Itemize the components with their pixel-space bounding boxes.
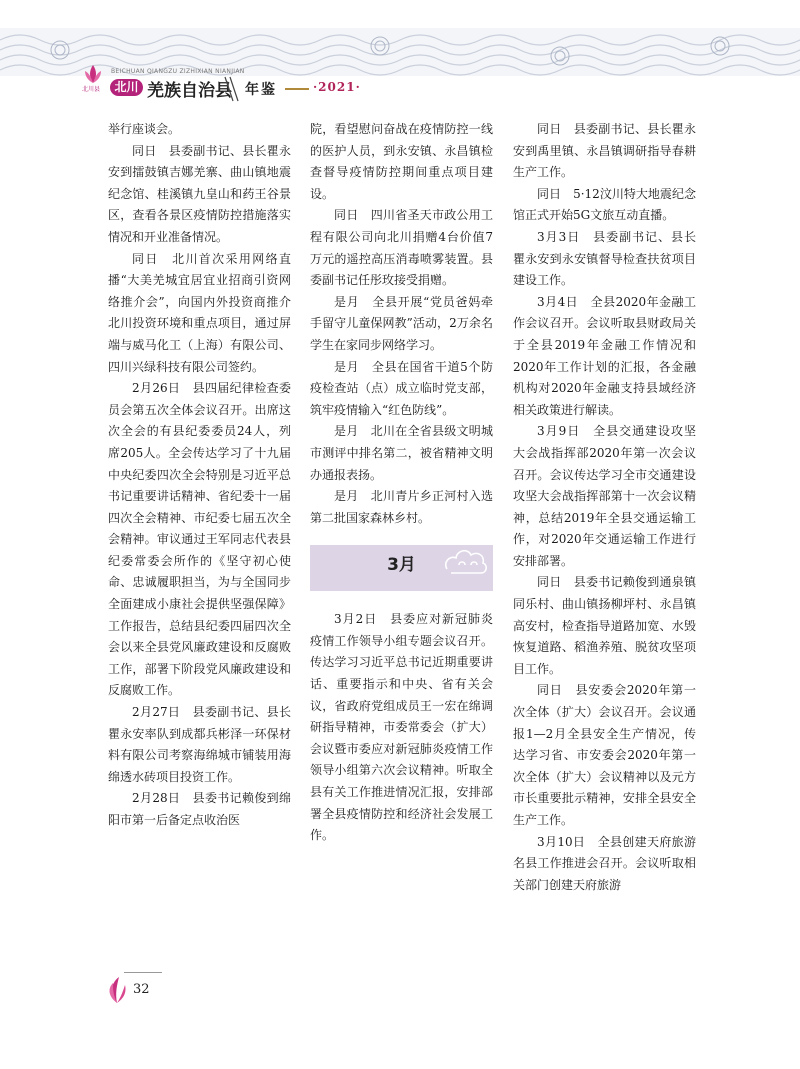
brand-name: 羌族自治县 <box>147 81 232 101</box>
paragraph: 同日 县委书记赖俊到通泉镇同乐村、曲山镇扬柳坪村、永昌镇高安村，检查指导道路加宽、水毁恢复道路、稻渔养殖、脱贫攻坚项目工作。 <box>513 575 696 676</box>
paragraph: 举行座谈会。 <box>108 122 181 136</box>
month-section-banner <box>310 545 493 591</box>
year-number: ·2021· <box>313 80 361 94</box>
brand-pinyin: BEICHUAN QIANGZU ZIZHIXIAN NIANJIAN <box>111 68 245 75</box>
paragraph: 3月3日 县委副书记、县长瞿永安到永安镇督导检查扶贫项目建设工作。 <box>513 229 696 288</box>
paragraph: 3月10日 全县创建天府旅游名县工作推进会召开。会议听取相关部门创建天府旅游 <box>513 834 696 892</box>
paragraph: 2月26日 县四届纪律检查委员会第五次全体会议召开。出席这次全会的有县纪委委员24人，列席205人。全会传达学习了十九届中央纪委四次全会特别是习近平总书记重要讲话精神、省纪委十一届四次全会精神、市纪委七届五次全会精神。审议通过王军同志代表县纪委常委会所作的《坚守初心使命、忠诚履职担当，为与全国同步全面建成小康社会提供坚强保障》工作报告，总结县纪委四届四次全会以来全县党风廉政建设和反腐败工作，部署下阶段党风廉政建设和反腐败工作。 <box>108 381 291 698</box>
paragraph: 是月 全县在国省干道5个防疫检查站（点）成立临时党支部，筑牢疫情输入“红色防线”。 <box>310 359 493 417</box>
brand-badge: 北川 <box>110 79 143 96</box>
paragraph: 同日 5·12汶川特大地震纪念馆正式开始5G文旅互动直播。 <box>513 186 696 223</box>
paragraph: 是月 全县开展“党员爸妈牵手留守儿童保网教”活动，2万余名学生在家同步网络学习。 <box>310 294 493 352</box>
paragraph: 是月 北川在全省县级文明城市测评中排名第二，被省精神文明办通报表扬。 <box>310 424 493 482</box>
paragraph: 同日 四川省圣天市政公用工程有限公司向北川捐赠4台价值7万元的遥控高压消毒喷雾装置。县委副书记任彤玫接受捐赠。 <box>310 208 493 288</box>
text-column-1 <box>108 119 291 832</box>
paragraph: 是月 北川青片乡正河村入选第二批国家森林乡村。 <box>310 489 493 525</box>
lotus-logo-icon <box>81 63 105 85</box>
text-column-2 <box>310 119 493 847</box>
lotus-footer-icon <box>103 975 129 1005</box>
footer-rule <box>124 972 162 973</box>
yearbook-label: 年鉴 <box>245 82 277 98</box>
paragraph: 同日 县委副书记、县长瞿永安到禹里镇、永昌镇调研指导春耕生产工作。 <box>513 122 696 180</box>
header-slash-divider <box>223 75 241 103</box>
paragraph: 同日 北川首次采用网络直播“大美羌城宜居宜业招商引资网络推介会”，向国内外投资商推介北川投资环境和重点项目，通过屏端与威马化工（上海）有限公司、四川兴绿科技有限公司签约。 <box>108 251 291 374</box>
paragraph: 3月2日 县委应对新冠肺炎疫情工作领导小组专题会议召开。传达学习习近平总书记近期重要讲话、重要指示和中央、省有关会议，省政府党组成员王一宏在绵调研指导精神，市委常委会（扩大）会议暨市委应对新冠肺炎疫情工作领导小组第六次会议精神。听取全县有关工作推进情况汇报，安排部署全县疫情防控和经济社会发展工作。 <box>310 612 493 843</box>
logo-caption: 北川县 <box>82 86 101 93</box>
paragraph: 院，看望慰问奋战在疫情防控一线的医护人员，到永安镇、永昌镇检查督导疫情防控期间重点项目建设。 <box>310 122 493 201</box>
paragraph: 同日 县安委会2020年第一次全体（扩大）会议召开。会议通报1—2月全县安全生产情况，传达学习省、市安委会2020年第一次全体（扩大）会议精神以及元方市长重要批示精神，安排全县安全生产工作。 <box>513 683 696 827</box>
paragraph: 3月4日 全县2020年金融工作会议召开。会议听取县财政局关于全县2019年金融工作情况和2020年工作计划的汇报，各金融机构对2020年金融支持县域经济相关政策进行解读。 <box>513 294 696 417</box>
page-number: 32 <box>133 982 150 997</box>
month-title: 3月 <box>387 555 416 576</box>
paragraph: 2月27日 县委副书记、县长瞿永安率队到成都兵彬泽一环保材料有限公司考察海绵城市铺装用海绵透水砖项目投资工作。 <box>108 705 291 784</box>
text-column-3 <box>513 119 696 896</box>
paragraph: 同日 县委副书记、县长瞿永安到擂鼓镇吉娜羌寨、曲山镇地震纪念馆、桂溪镇九皇山和药王谷景区，查看各景区疫情防控措施落实情况和开业准备情况。 <box>108 143 291 244</box>
paragraph: 3月9日 全县交通建设攻坚大会战指挥部2020年第一次会议召开。会议传达学习全市交通建设攻坚大会战指挥部第十一次会议精神，总结2019年全县交通运输工作，对2020年交通运输工作进行安排部署。 <box>513 424 696 568</box>
paragraph: 2月28日 县委书记赖俊到绵阳市第一后备定点收治医 <box>108 791 291 827</box>
page-header <box>0 0 800 110</box>
year-decoration <box>285 88 309 90</box>
